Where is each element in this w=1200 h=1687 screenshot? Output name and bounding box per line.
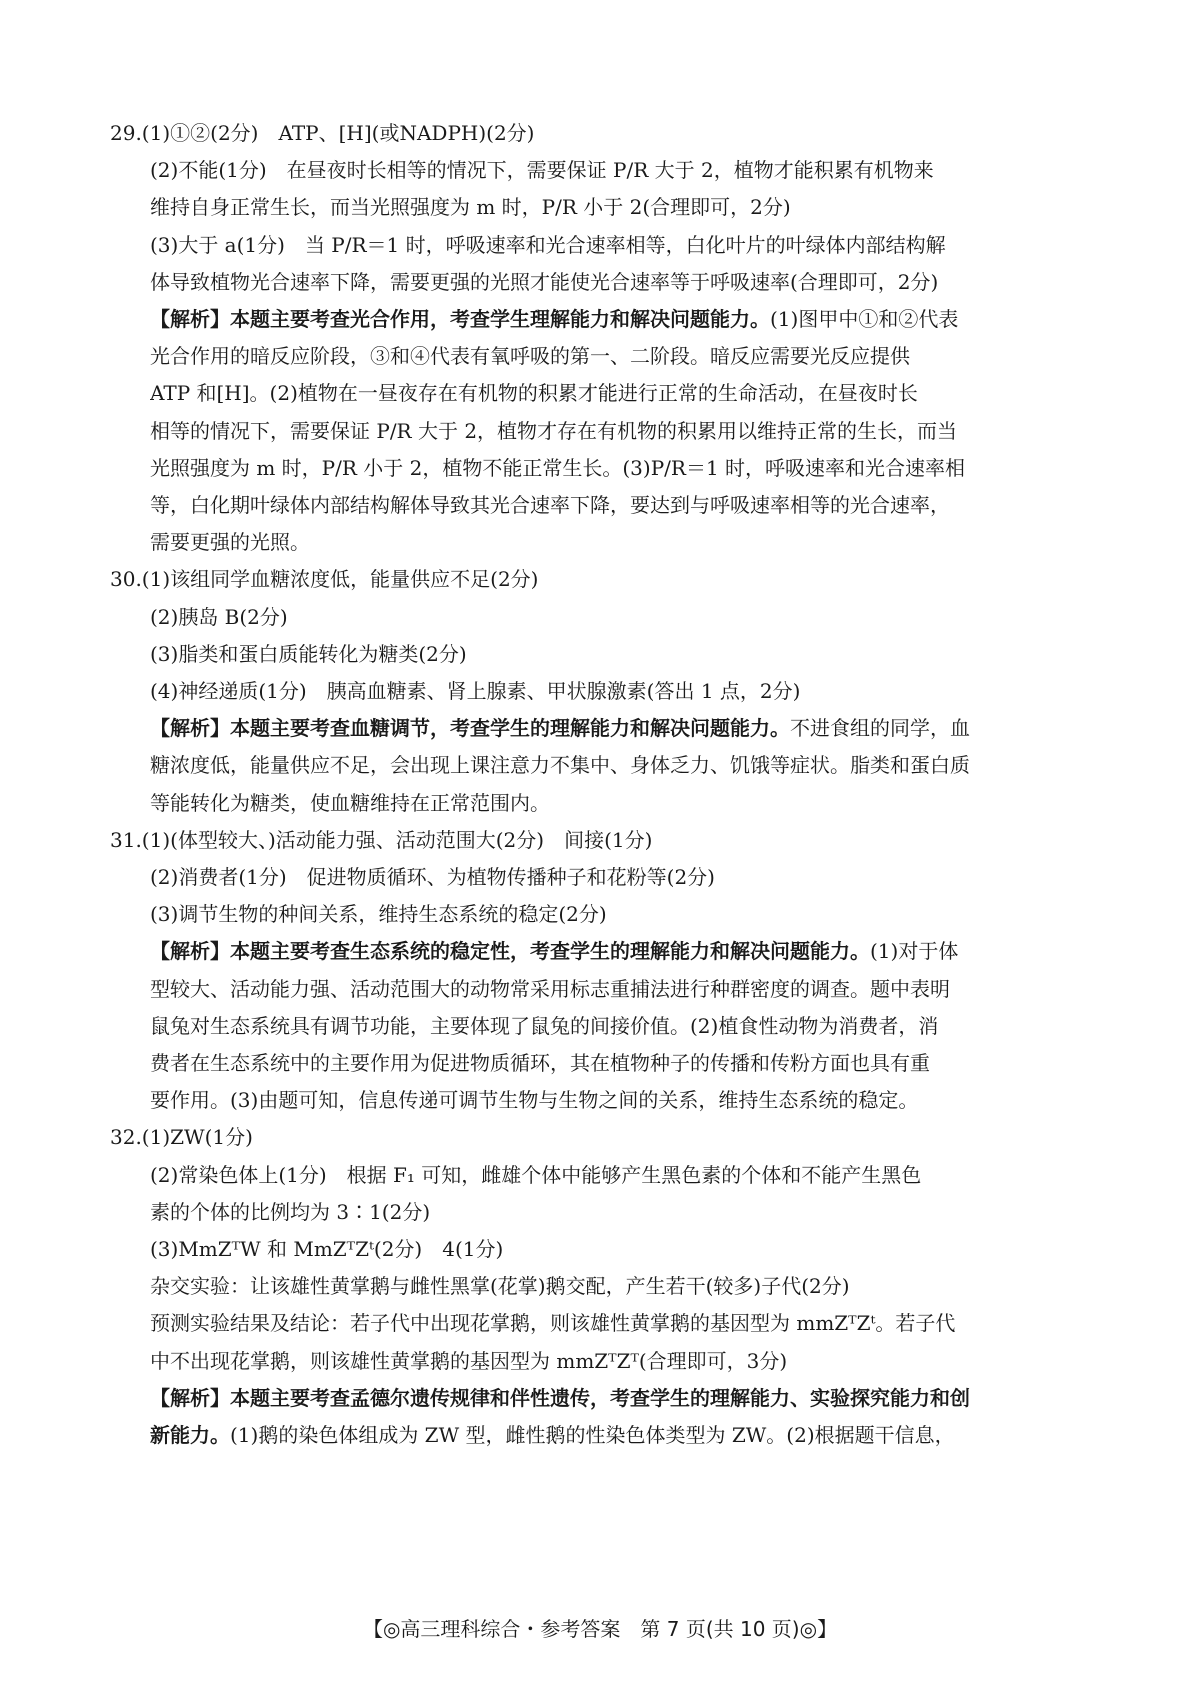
- line-text: (3)MmZᵀW 和 MmZᵀZᵗ(2分) 4(1分): [150, 1237, 504, 1261]
- text-line: [150, 1415, 1085, 1455]
- line-text: 30.(1)该组同学血糖浓度低，能量供应不足(2分): [110, 567, 539, 592]
- line-text: 光合作用的暗反应阶段，③和④代表有氧呼吸的第一、二阶段。暗反应需要光反应提供: [150, 344, 910, 369]
- text-line: [150, 783, 1085, 823]
- line-text: (2)不能(1分) 在昼夜时长相等的情况下，需要保证 P/R 大于 2，植物才能积累有机物来: [150, 158, 934, 183]
- text-line: [150, 857, 1085, 897]
- line-text: 维持自身正常生长，而当光照强度为 m 时，P/R 小于 2(合理即可，2分): [150, 195, 791, 220]
- text-line: [150, 634, 1085, 674]
- text-line: [150, 1303, 1085, 1343]
- analysis-heading: 新能力。: [150, 1423, 230, 1447]
- line-text: (1)图甲中①和②代表: [770, 307, 959, 331]
- text-line: [150, 522, 1085, 562]
- analysis-heading: 【解析】本题主要考查血糖调节，考查学生的理解能力和解决问题能力。: [150, 716, 790, 741]
- line-text: (1)对于体: [870, 939, 959, 964]
- text-line: [150, 262, 1085, 302]
- text-line: [110, 559, 1085, 599]
- text-line: [150, 411, 1085, 451]
- line-text: 不进食组的同学，血: [790, 716, 970, 741]
- text-line: [150, 671, 1085, 711]
- line-text: 31.(1)(体型较大、)活动能力强、活动范围大(2分) 间接(1分): [110, 827, 653, 852]
- line-text: 中不出现花掌鹅，则该雄性黄掌鹅的基因型为 mmZᵀZᵀ(合理即可，3分): [150, 1348, 788, 1373]
- text-line: [150, 931, 1085, 971]
- footer-close-bracket: 】: [817, 1617, 838, 1641]
- line-text: (3)脂类和蛋白质能转化为糖类(2分): [150, 641, 467, 666]
- line-text: 杂交实验：让该雄性黄掌鹅与雌性黑掌(花掌)鹅交配，产生若干(较多)子代(2分): [150, 1274, 850, 1299]
- text-line: [150, 1341, 1085, 1381]
- line-text: 鼠兔对生态系统具有调节功能，主要体现了鼠兔的间接价值。(2)植食性动物为消费者，消: [150, 1013, 939, 1038]
- text-line: [150, 745, 1085, 785]
- line-text: (3)调节生物的种间关系，维持生态系统的稳定(2分): [150, 902, 607, 927]
- footer-logo-icon: ◎: [382, 1617, 401, 1641]
- line-text: (2)消费者(1分) 促进物质循环、为植物传播种子和花粉等(2分): [150, 865, 715, 889]
- analysis-heading: 【解析】本题主要考查孟德尔遗传规律和伴性遗传，考查学生的理解能力、实验探究能力和创: [150, 1385, 970, 1410]
- line-text: 型较大、活动能力强、活动范围大的动物常采用标志重捕法进行种群密度的调查。题中表明: [150, 976, 950, 1001]
- analysis-heading: 【解析】本题主要考查生态系统的稳定性，考查学生的理解能力和解决问题能力。: [150, 939, 870, 964]
- text-line: [110, 820, 1085, 860]
- line-text: 相等的情况下，需要保证 P/R 大于 2，植物才存在有机物的积累用以维持正常的生长，而当: [150, 418, 958, 443]
- text-line: [150, 1080, 1085, 1120]
- line-text: 体导致植物光合速率下降，需要更强的光照才能使光合速率等于呼吸速率(合理即可，2分): [150, 269, 939, 294]
- text-line: [150, 597, 1085, 637]
- footer-text: 高三理科综合・参考答案 第 7 页(共 10 页): [400, 1617, 800, 1641]
- text-line: [150, 336, 1085, 376]
- text-line: [150, 1043, 1085, 1083]
- text-line: [150, 1378, 1085, 1418]
- line-text: 糖浓度低，能量供应不足，会出现上课注意力不集中、身体乏力、饥饿等症状。脂类和蛋白质: [150, 753, 970, 778]
- text-line: [150, 1155, 1085, 1195]
- page-footer: [0, 1614, 1200, 1644]
- line-text: 要作用。(3)由题可知，信息传递可调节生物与生物之间的关系，维持生态系统的稳定。: [150, 1088, 919, 1113]
- analysis-heading: 【解析】本题主要考查光合作用，考查学生理解能力和解决问题能力。: [150, 307, 770, 331]
- text-line: [150, 485, 1085, 525]
- text-line: [110, 1117, 1085, 1157]
- line-text: (2)常染色体上(1分) 根据 F₁ 可知，雌雄个体中能够产生黑色素的个体和不能产生黑色: [150, 1162, 922, 1187]
- text-line: [150, 894, 1085, 934]
- line-text: (3)大于 a(1分) 当 P/R＝1 时，呼吸速率和光合速率相等，白化叶片的叶绿体内部结构解: [150, 232, 946, 257]
- line-text: 预测实验结果及结论：若子代中出现花掌鹅，则该雄性黄掌鹅的基因型为 mmZᵀZᵗ。若子代: [150, 1311, 956, 1336]
- line-text: 需要更强的光照。: [150, 530, 310, 555]
- line-text: 等能转化为糖类，使血糖维持在正常范围内。: [150, 790, 550, 815]
- line-text: 光照强度为 m 时，P/R 小于 2，植物不能正常生长。(3)P/R＝1 时，呼吸速率和光合速率相: [150, 455, 966, 480]
- line-text: (1)鹅的染色体组成为 ZW 型，雌性鹅的性染色体类型为 ZW。(2)根据题干信息，: [230, 1423, 955, 1447]
- text-line: [150, 1192, 1085, 1232]
- text-line: [150, 1229, 1085, 1269]
- text-line: [150, 187, 1085, 227]
- line-text: 29.(1)①②(2分) ATP、[H](或NADPH)(2分): [110, 121, 535, 145]
- line-text: 等，白化期叶绿体内部结构解体导致其光合速率下降，要达到与呼吸速率相等的光合速率，: [150, 493, 950, 517]
- text-line: [150, 150, 1085, 190]
- text-line: [110, 113, 1085, 153]
- line-text: 费者在生态系统中的主要作用为促进物质循环，其在植物种子的传播和传粉方面也具有重: [150, 1051, 930, 1075]
- text-line: [150, 225, 1085, 265]
- line-text: 32.(1)ZW(1分): [110, 1125, 253, 1150]
- text-line: [150, 448, 1085, 488]
- text-line: [150, 708, 1085, 748]
- text-line: [150, 1266, 1085, 1306]
- line-text: ATP 和[H]。(2)植物在一昼夜存在有机物的积累才能进行正常的生命活动，在昼夜时长: [150, 381, 918, 406]
- line-text: 素的个体的比例均为 3∶1(2分): [150, 1199, 431, 1224]
- text-line: [150, 299, 1085, 339]
- line-text: (4)神经递质(1分) 胰高血糖素、肾上腺素、甲状腺激素(答出 1 点，2分): [150, 679, 801, 703]
- text-line: [150, 1006, 1085, 1046]
- footer-open-bracket: 【: [362, 1617, 383, 1641]
- text-line: [150, 373, 1085, 413]
- line-text: (2)胰岛 B(2分): [150, 604, 288, 629]
- text-line: [150, 969, 1085, 1009]
- footer-logo-icon-end: ◎: [799, 1617, 818, 1641]
